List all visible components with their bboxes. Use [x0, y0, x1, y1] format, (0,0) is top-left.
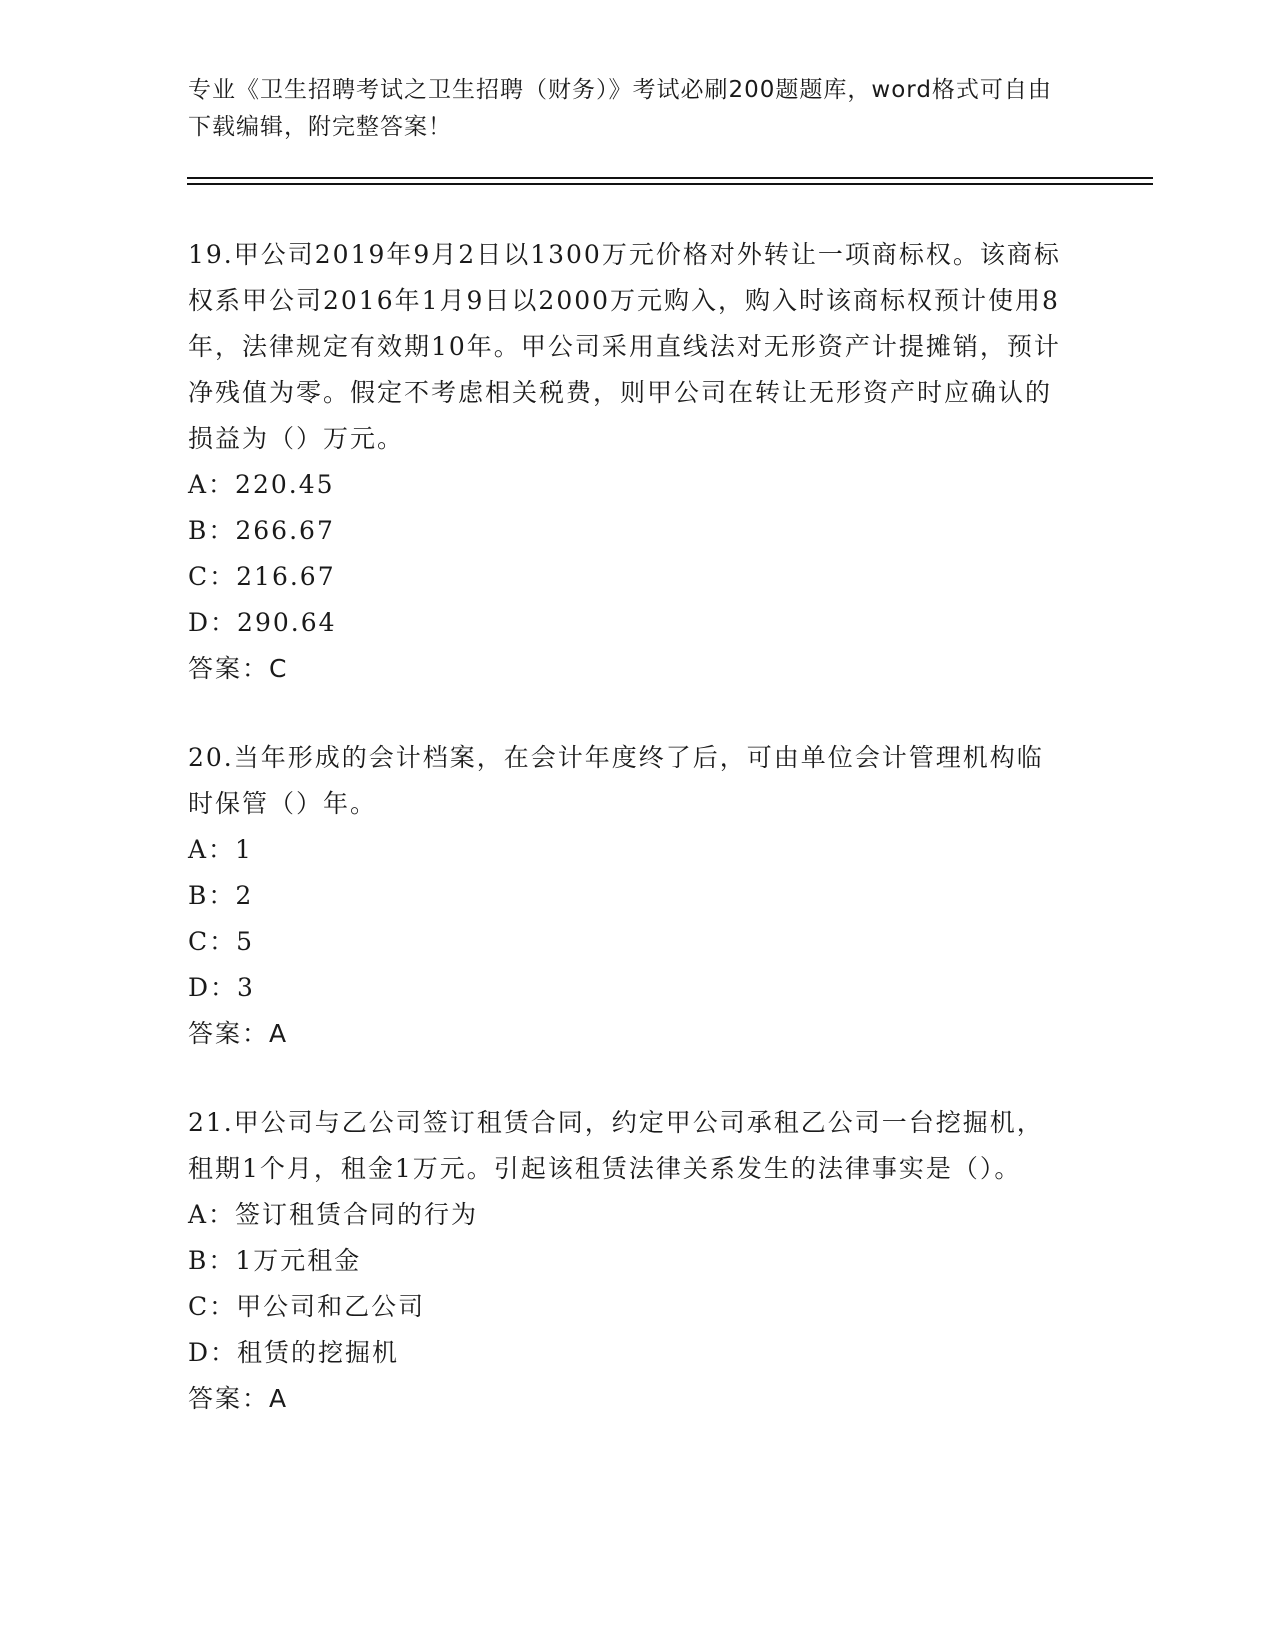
option-d: D：3 [188, 973, 255, 1002]
question-text: 20.当年形成的会计档案，在会计年度终了后，可由单位会计管理机构临时保管（）年。 [188, 743, 1044, 818]
question-19 [188, 232, 1068, 692]
option-a: A：1 [188, 835, 253, 864]
option-d: D：租赁的挖掘机 [188, 1338, 400, 1367]
question-text: 21.甲公司与乙公司签订租赁合同，约定甲公司承租乙公司一台挖掘机，租期1个月，租金1万元。引起该租赁法律关系发生的法律事实是（）。 [188, 1108, 1044, 1183]
answer: 答案：A [188, 1019, 289, 1048]
option-c: C：5 [188, 927, 255, 956]
option-c: C：甲公司和乙公司 [188, 1292, 426, 1321]
answer: 答案：C [188, 654, 289, 683]
answer: 答案：A [188, 1384, 289, 1413]
option-b: B：266.67 [188, 516, 335, 545]
option-b: B：2 [188, 881, 254, 910]
option-a: A：签订租赁合同的行为 [188, 1200, 479, 1229]
option-c: C：216.67 [188, 562, 336, 591]
option-a: A：220.45 [188, 470, 335, 499]
header-divider-top [187, 177, 1153, 179]
question-text: 19.甲公司2019年9月2日以1300万元价格对外转让一项商标权。该商标权系甲公司2016年1月9日以2000万元购入，购入时该商标权预计使用8年，法律规定有效期10年。甲公司采用直线法对无形资产计提摊销，预计净残值为零。假定不考虑相关税费，则甲公司在转让无形资产时应确认的损益为（）万元。 [188, 240, 1061, 453]
question-21 [188, 1100, 1068, 1422]
document-header [188, 72, 1068, 146]
option-b: B：1万元租金 [188, 1246, 362, 1275]
question-20 [188, 735, 1068, 1057]
option-d: D：290.64 [188, 608, 337, 637]
header-title: 专业《卫生招聘考试之卫生招聘（财务）》考试必刷200题题库，word格式可自由下载编辑，附完整答案！ [188, 77, 1052, 140]
header-divider-bottom [187, 183, 1153, 185]
